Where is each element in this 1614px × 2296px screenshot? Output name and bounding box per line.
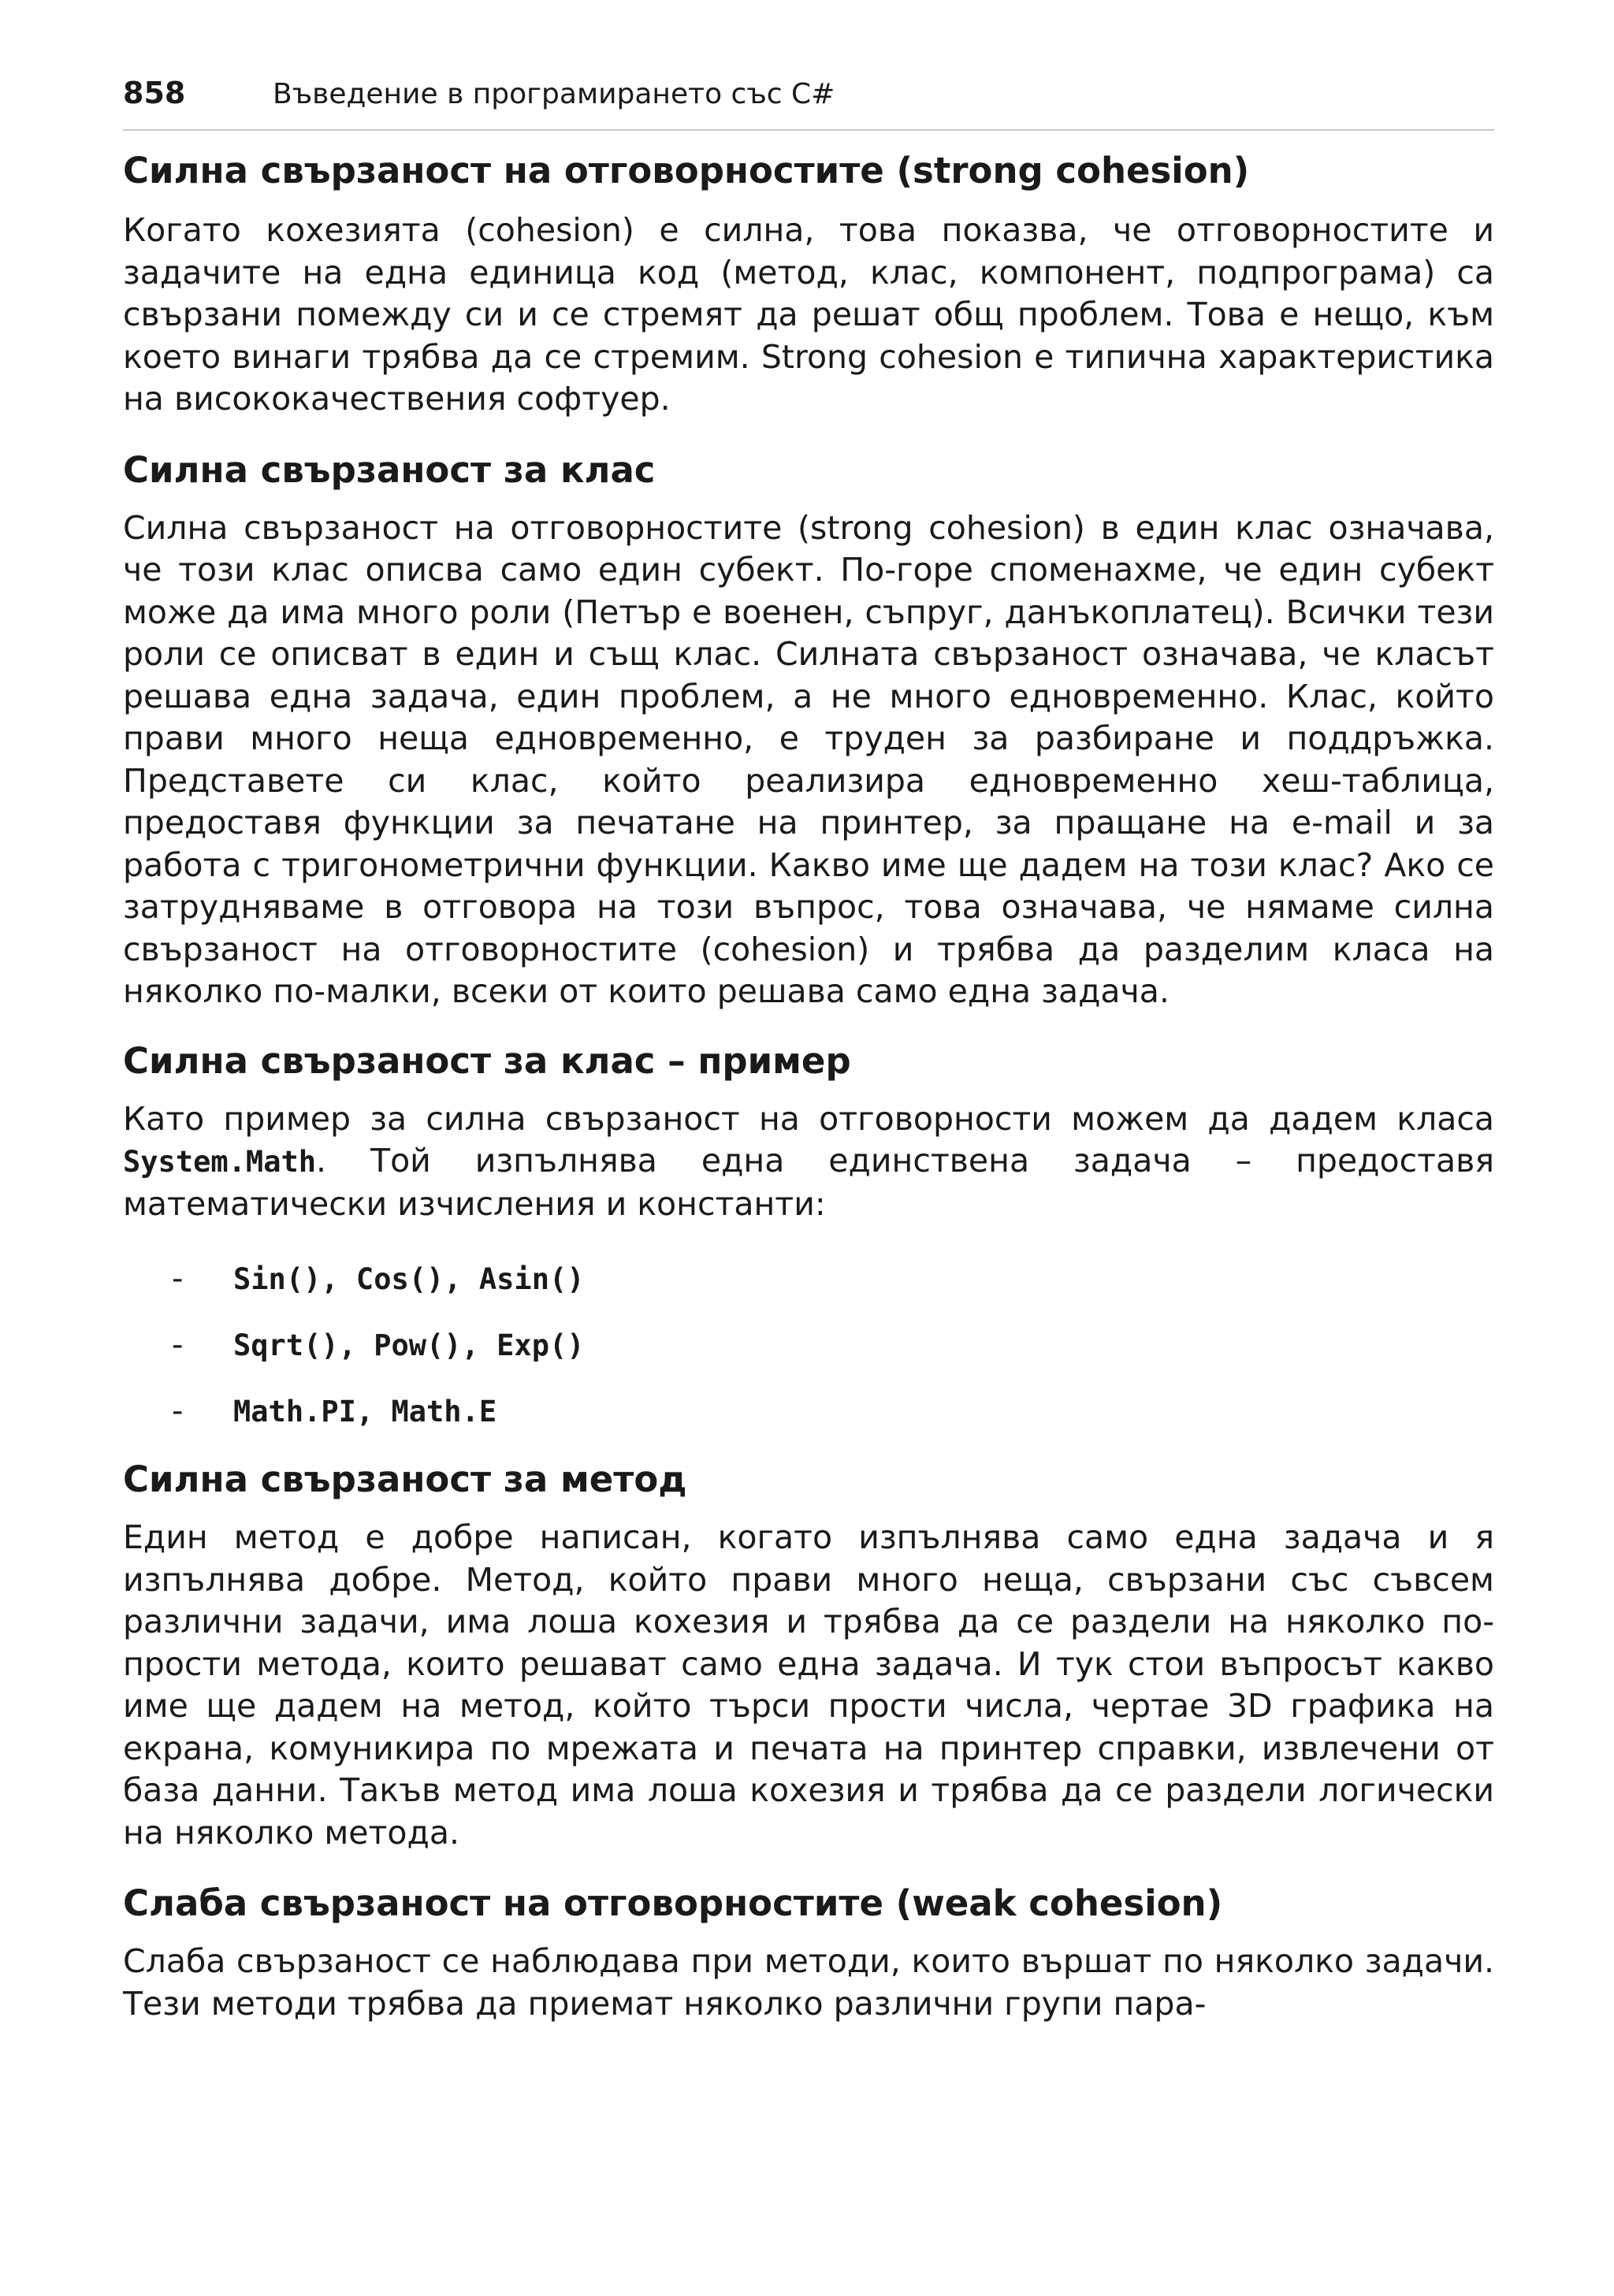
section-heading-class-example: Силна свързаност за клас – пример bbox=[123, 1039, 851, 1082]
list-item-code: Sqrt(), Pow(), Exp() bbox=[233, 1328, 585, 1362]
paragraph-strong-cohesion: Когато кохезията (cohesion) е силна, това показва, че отговорностите и задачите на една единица код (метод, клас, компонент, подпрограма) са свързани помежду си и се стремят да решат общ проблем. Това е нещо, към което винаги трябва да се стремим. Strong cohesion е типична характеристика на висококачествения софтуер. bbox=[123, 211, 1494, 418]
list-item bbox=[123, 1246, 1494, 1312]
inline-code-system-math: System.Math bbox=[123, 1145, 317, 1179]
section-heading-weak-cohesion: Слаба свързаност на отговорностите (weak cohesion) bbox=[123, 1882, 1223, 1924]
list-item bbox=[123, 1312, 1494, 1378]
paragraph-method-cohesion: Един метод е добре написан, когато изпълнява само една задача и я изпълнява добре. Метод, който прави много неща, свързани със съвсем различни задачи, има лоша кохезия и трябва да се раздели на няколко по-прости метода, които решават само една задача. И тук стои въпросът какво име ще дадем на метод, който търси прости числа, чертае 3D графика на екрана, комуникира по мрежата и печата на принтер справки, извлечени от база данни. Такъв метод има лоша кохезия и трябва да се раздели логически на няколко метода. bbox=[123, 1518, 1494, 1852]
paragraph-class-cohesion: Силна свързаност на отговорностите (strong cohesion) в един клас означава, че този клас описва само един субект. По-горе споменахме, че един субект може да има много роли (Петър е военен, съпруг, данъкоплатец). Всички тези роли се описват в един и същ клас. Силната свързаност означава, че класът решава една задача, един проблем, а не много едновременно. Клас, който прави много неща едновременно, е труден за разбиране и поддръжка. Представете си клас, който реализира едновременно хеш-таблица, предоставя функции за печатане на принтер, за пращане на e-mail и за работа с тригонометрични функции. Какво име ще дадем на този клас? Ако се затрудняваме в отговора на този въпрос, това означава, че нямаме силна свързаност на отговорностите (cohesion) и трябва да разделим класа на няколко по-малки, всеки от които решава само една задача. bbox=[123, 508, 1494, 1010]
paragraph-text-after-code: . Той изпълнява една единствена задача – предоставя математически изчисления и константи: bbox=[123, 1142, 1494, 1223]
list-item-code: Math.PI, Math.E bbox=[233, 1394, 497, 1428]
list-item-code: Sin(), Cos(), Asin() bbox=[233, 1261, 585, 1296]
list-bullet: - bbox=[172, 1327, 184, 1363]
list-item bbox=[123, 1378, 1494, 1444]
page-number: 858 bbox=[123, 76, 186, 110]
list-bullet: - bbox=[172, 1261, 184, 1297]
section-heading-class-cohesion: Силна свързаност за клас bbox=[123, 448, 656, 491]
math-api-list bbox=[123, 1246, 1494, 1444]
book-title: Въведение в програмирането със C# bbox=[273, 78, 835, 110]
paragraph-text-before-code: Като пример за силна свързаност на отговорности можем да дадем класа bbox=[123, 1099, 1494, 1138]
running-header bbox=[123, 76, 1494, 131]
list-bullet: - bbox=[172, 1393, 184, 1429]
paragraph-class-example bbox=[123, 1098, 1494, 1226]
section-heading-method-cohesion: Силна свързаност за метод bbox=[123, 1458, 687, 1500]
section-heading-strong-cohesion: Силна свързаност на отговорностите (strong cohesion) bbox=[123, 150, 1250, 191]
paragraph-weak-cohesion: Слаба свързаност се наблюдава при методи, които вършат по няколко задачи. Тези методи трябва да приемат няколко различни групи пара- bbox=[123, 1942, 1494, 2023]
book-page bbox=[123, 76, 1494, 2025]
